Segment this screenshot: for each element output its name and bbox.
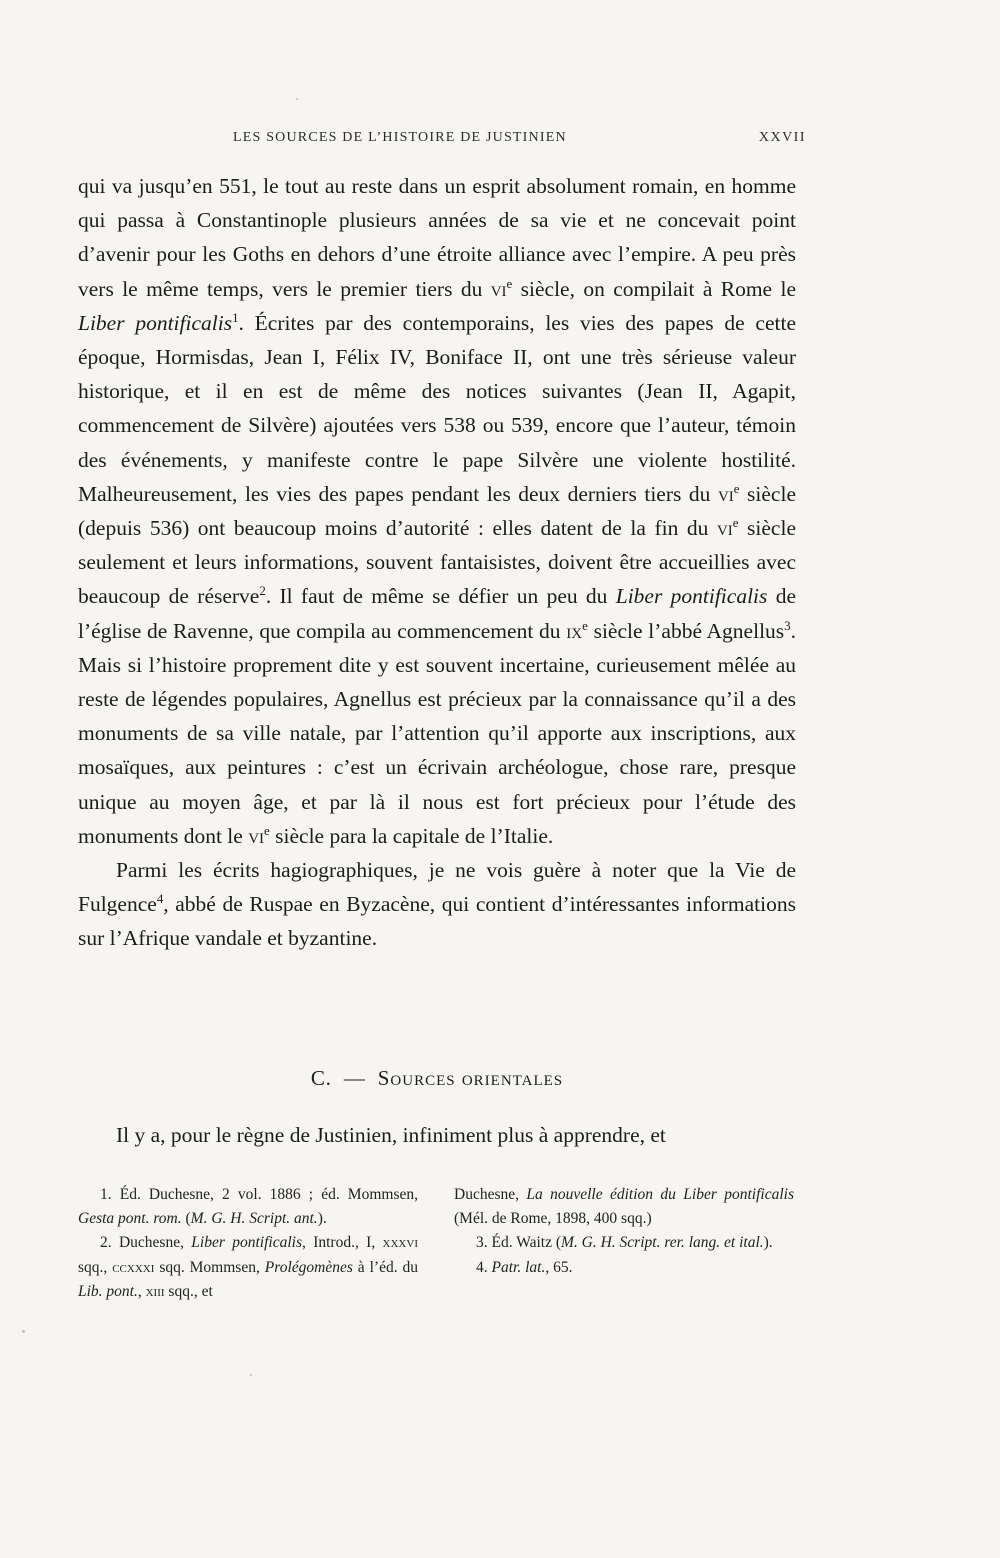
footnote-3	[454, 1231, 794, 1255]
footnote-ref-2: 2	[259, 584, 266, 599]
text-run: siècle l’abbé Agnellus	[587, 618, 785, 643]
work-title: Patr. lat.	[491, 1258, 546, 1276]
running-head	[233, 130, 806, 152]
footnote-1	[78, 1183, 418, 1231]
paper-speck	[22, 1330, 25, 1333]
section-letter: C.	[310, 1066, 332, 1090]
superscript: e	[582, 618, 588, 633]
text-run: Parmi les écrits hagiographiques, je ne vois guère à noter que la Vie de Fulgence	[78, 858, 796, 917]
text-run: sqq.,	[78, 1258, 113, 1276]
section-heading	[78, 1066, 796, 1091]
work-title: Liber pontificalis	[191, 1234, 302, 1252]
work-title: La nouvelle édition du Liber pontificalis	[526, 1186, 794, 1203]
text-run: sqq. Mommsen,	[154, 1258, 265, 1276]
text-run: siècle seulement et leurs informations, souvent fantaisistes, doivent être accueillies avec beaucoup de réserve	[78, 516, 796, 609]
section-title: Sources orientales	[377, 1066, 564, 1090]
text-run: 1. Éd. Duchesne, 2 vol. 1886 ; éd. Mommsen,	[100, 1186, 418, 1203]
text-run: ).	[763, 1234, 773, 1252]
roman-numeral: xxxvi	[382, 1234, 418, 1252]
section-dash: —	[343, 1066, 366, 1090]
superscript: e	[733, 481, 740, 496]
work-title: Gesta pont. rom.	[78, 1210, 182, 1228]
text-run: siècle, on compilait à Rome le	[512, 276, 796, 301]
text-run: ,	[137, 1282, 146, 1300]
footnote-ref-4: 4	[156, 892, 164, 907]
text-run: (Mél. de Rome, 1898, 400 sqq.)	[454, 1210, 652, 1228]
work-title: M. G. H. Script. ant.	[190, 1210, 318, 1228]
roman-numeral: vi	[716, 516, 733, 541]
text-run: . Écrites par des contemporains, les vies des papes de cette époque, Hormisdas, Jean I, Félix IV, Boniface II, ont une très sérieuse valeur historique, et il en est de même des notices suivantes (Jean II, Agapit, commencement de Silvère) ajoutées vers 538 ou 539, encore que l’auteur, témoin des événements, y manifeste contre le pape Silvère une violente hostilité. Malheureusement, les vies des papes pendant les deux derniers tiers du	[78, 310, 796, 506]
footnote-4	[454, 1256, 794, 1280]
roman-numeral: ix	[566, 618, 583, 643]
text-run: , 65.	[545, 1258, 573, 1276]
paper-speck	[250, 1374, 252, 1376]
text-run: 2. Duchesne,	[100, 1234, 192, 1252]
running-head-title: LES SOURCES DE L’HISTOIRE DE JUSTINIEN	[233, 130, 567, 145]
text-run: sqq., et	[164, 1282, 213, 1300]
roman-numeral: ccxxxi	[112, 1258, 155, 1276]
work-title: Lib. pont.	[78, 1282, 138, 1300]
roman-numeral: vi	[248, 823, 265, 848]
text-run: siècle (depuis 536) ont beaucoup moins d’autorité : elles datent de la fin du	[78, 481, 796, 541]
page-number: XXVII	[758, 130, 806, 145]
footnote-ref-1: 1	[232, 310, 239, 325]
text-run: 3. Éd. Waitz (	[476, 1234, 561, 1252]
superscript: e	[732, 515, 739, 530]
text-run: siècle para la capitale de l’Italie.	[269, 823, 554, 848]
roman-numeral: vi	[490, 276, 507, 301]
text-run: (	[181, 1210, 191, 1228]
text-run: Duchesne,	[454, 1186, 527, 1203]
paper-speck	[296, 98, 298, 100]
roman-numeral: vi	[717, 481, 734, 506]
paragraph-hagiography	[78, 853, 796, 956]
footnotes-right-column	[454, 1183, 794, 1280]
text-run: qui va jusqu’en 551, le tout au reste dans un esprit absolument romain, en homme qui passa à Constantinople plusieurs années de sa vie et ne concevait point d’avenir pour les Goths en dehors d’une étroite alliance avec l’empire. A peu près vers le même temps, vers le premier tiers du	[78, 174, 796, 301]
superscript: e	[506, 276, 513, 291]
section-intro-line: Il y a, pour le règne de Justinien, infiniment plus à apprendre, et	[116, 1123, 666, 1147]
text-run: à l’éd. du	[352, 1258, 418, 1276]
footnote-2	[78, 1231, 418, 1304]
paragraph-liber-pontificalis	[78, 169, 796, 853]
text-run: . Il faut de même se défier un peu du	[265, 584, 616, 609]
work-title: Prolégomènes	[264, 1258, 353, 1276]
body-text	[78, 169, 796, 956]
footnotes-left-column	[78, 1183, 418, 1304]
superscript: e	[264, 823, 270, 838]
text-run: . Mais si l’histoire proprement dite y est souvent incertaine, curieusement mêlée au reste de légendes populaires, Agnellus est précieux par la connaissance qu’il a des monuments de sa ville natale, par l’attention qu’il apporte aux inscriptions, aux mosaïques, aux peintures : c’est un écrivain archéologue, chose rare, presque unique au moyen âge, et par là il nous est fort précieux pour l’étude des monuments dont le	[78, 618, 796, 848]
text-run: 4.	[476, 1258, 492, 1276]
text-run: ).	[317, 1210, 327, 1228]
text-run: , Introd., I,	[301, 1234, 383, 1252]
work-title: M. G. H. Script. rer. lang. et ital.	[561, 1234, 764, 1252]
footnote-2-continued	[454, 1183, 794, 1231]
work-title: Liber pontificalis	[78, 310, 233, 335]
text-run: , abbé de Ruspae en Byzacène, qui contient d’intéressantes informations sur l’Afrique vandale et byzantine.	[78, 892, 796, 951]
roman-numeral: xiii	[145, 1282, 165, 1300]
work-title: Liber pontificalis	[615, 584, 768, 609]
footnote-ref-3: 3	[784, 618, 791, 633]
text-run: de l’église de Ravenne, que compila au commencement du	[78, 584, 796, 643]
